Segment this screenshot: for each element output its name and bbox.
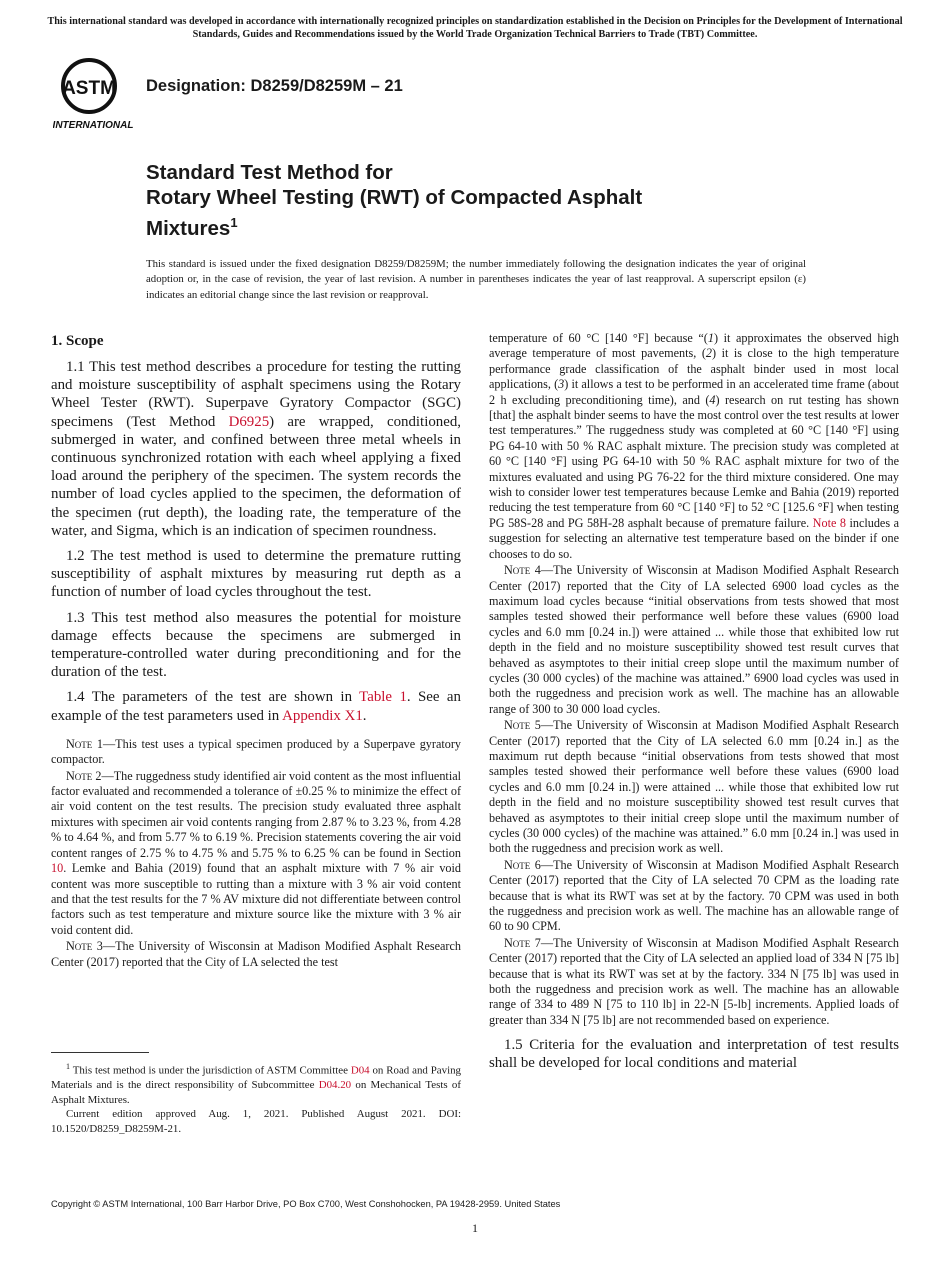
- note-4: Note 4—The University of Wisconsin at Madison Modified Asphalt Research Center (2017) reported that the City of LA selected 6900 load cycles as the maximum load cycles because “initial observations from tests showed that most samples tested showed their performance well before these values (6900 load cycles and 6.0 mm [0.24 in.]) were attained ... while those that exhibited low rut depth in the field and no moisture susceptibility showed test result curves that behaved as asymptotes to their initial creep slope until the maximum number of cycles (30 000 cycles) of the machine was attained.” 6900 load cycles was used in both the ruggedness and precision work as well. The machine has an allowable range of 300 to 30 000 load cycles.: [489, 563, 899, 716]
- issued-statement: This standard is issued under the fixed designation D8259/D8259M; the number immediately following the designation indicates the year of original adoption or, in the case of revision, the year of last revision. A number in parentheses indicates the year of last reapproval. A superscript epsilon (ε) indicates an editorial change since the last revision or reapproval.: [146, 258, 806, 301]
- designation: Designation: D8259/D8259M – 21: [146, 77, 403, 95]
- logo-text: ASTM: [62, 78, 116, 99]
- link-committee-d04[interactable]: D04: [350, 1064, 370, 1077]
- document-title: [146, 160, 642, 241]
- link-table-1[interactable]: Table 1: [359, 689, 407, 706]
- footnote-1: $^1$ This test method is under the jurisdiction of ASTM Committee D04 on Road and Paving Materials and is the direct responsibility of Subcommittee D04.20 on Mechanical Tests of Asphalt Mixtures.: [51, 1062, 461, 1106]
- footnote-divider: [51, 1052, 149, 1053]
- note-3-continued: temperature of 60 °C [140 °F] because “(1) it approximates the observed high average temperature of most pavements, (2) it is close to the high temperature performance grade classification of the asphalt binder used in most local applications, (3) it allows a test to be performed in an accelerated time frame (about 2 h excluding preconditioning time), and (4) research on rut testing has shown [that] the asphalt binder seems to have the most control over the test results at lower test temperatures.” The ruggedness study was completed at 60 °C [140 °F] using PG 64-10 with 50 % RAC asphalt mixture. The precision study was completed at 60 °C [140 °F] using PG 64-10 with 50 % RAC asphalt mixture for two of the mixtures evaluated and using PG 76-22 for the third mixture considered. One may wish to consider lower test temperatures because Lemke and Bahia (2019) reported reducing the test temperature from 60 °C [140 °F] to 52 °C [125.6 °F] when testing PG 58S-28 and PG 58H-28 asphalt because of premature failure. Note 8 includes a suggestion for selecting an alternative test temperature based on the binder if one chooses to do so.: [489, 331, 900, 561]
- section-heading-scope: 1. Scope: [51, 333, 104, 349]
- title-footnote-mark[interactable]: 1: [230, 215, 238, 230]
- title-line-3: Mixtures: [146, 216, 231, 240]
- page-number: 1: [472, 1221, 478, 1235]
- note-1: Note 1—This test uses a typical specimen produced by a Superpave gyratory compactor.: [51, 736, 461, 767]
- left-column: [51, 331, 461, 971]
- footnotes: [51, 1060, 461, 1137]
- note-5: Note 5—The University of Wisconsin at Madison Modified Asphalt Research Center (2017) reported that the City of LA selected 6.0 mm [0.24 in.] as the maximum rut depth because “initial observations from tests showed that most samples tested showed their performance well before these values (6900 load cycles and 6.0 mm [0.24 in.]) were attained ... while those that exhibited low rut depth in the field and no moisture susceptibility showed test result curves that behaved as asymptotes to their initial creep slope until the maximum number of cycles (30 000 cycles) of the machine was attained.” 6.0 mm [0.24 in.] was used in both the ruggedness and precision work as well.: [489, 718, 899, 856]
- link-d6925[interactable]: D6925: [228, 413, 270, 430]
- footnote-edition: Current edition approved Aug. 1, 2021. Published August 2021. DOI: 10.1520/D8259_D8259M-21.: [51, 1108, 461, 1135]
- right-column: [489, 331, 899, 1080]
- paragraph-1-4: 1.4 The parameters of the test are shown in Table 1. See an example of the test parameters used in Appendix X1.: [51, 689, 461, 724]
- paragraph-1-1: 1.1 This test method describes a procedure for testing the rutting and moisture susceptibility of asphalt specimens using the Rotary Wheel Tester (RWT). Superpave Gyratory Compactor (SGC) specimens (Test Method D6925) are wrapped, conditioned, submerged in water, and confined between three metal wheels in continuous synchronized rotation with each wheel applying a fixed load around the periphery of the specimen. The system records the number of load cycles applied to the specimen, the deformation of the specimen (rut depth), the loading rate, the temperature of the water, and Sigma, which is an indication of specimen roundness.: [51, 359, 461, 539]
- title-line-1: Standard Test Method for: [146, 161, 393, 184]
- link-appendix-x1[interactable]: Appendix X1: [282, 707, 363, 724]
- logo-subtext: INTERNATIONAL: [53, 120, 134, 131]
- paragraph-1-5: 1.5 Criteria for the evaluation and interpretation of test results shall be developed for local conditions and material: [489, 1037, 899, 1072]
- copyright-line: Copyright © ASTM International, 100 Barr Harbor Drive, PO Box C700, West Conshohocken, PA 19428-2959. United States: [51, 1199, 561, 1209]
- note-2: Note 2—The ruggedness study identified air void content as the most influential factor evaluated and recommended a tolerance of ±0.25 % to minimize the effect of air void content on the test results. The precision study evaluated three asphalt mixtures with specimen air void contents ranging from 2.87 % to 3.23 %, from 4.28 % to 4.64 %, and from 5.77 % to 6.19 %. Precision statements covering the air void content ranges of 2.75 % to 4.75 % and 5.75 % to 6.25 % can be found in Section 10. Lemke and Bahia (2019) found that an asphalt mixture with 7 % air void content was more susceptible to rutting than a mixture with 3 % air void content and that the test results for the 7 % AV mixture did not differentiate between control factors such as test temperature and mixture source like the mixture with 3 % air void content did.: [51, 768, 461, 937]
- paragraph-1-2: 1.2 The test method is used to determine the premature rutting susceptibility of asphalt mixtures by measuring rut depth as a function of number of load cycles throughout the test.: [51, 548, 461, 601]
- tbt-notice: This international standard was developed in accordance with internationally recognized principles on standardization established in the Decision on Principles for the Development of International Standards, Guides and Recommendations issued by the World Trade Organization Technical Barriers to Trade (TBT) Committee.: [47, 16, 903, 40]
- link-section-10[interactable]: 10: [51, 861, 64, 876]
- link-note-8[interactable]: Note 8: [812, 515, 846, 530]
- title-line-2: Rotary Wheel Testing (RWT) of Compacted Asphalt: [146, 186, 643, 209]
- note-6: Note 6—The University of Wisconsin at Madison Modified Asphalt Research Center (2017) reported that the City of LA selected 70 CPM as the loading rate because that is what its RWT was set at by the factory. 70 CPM was used in both the ruggedness and precision work as well. The machine has an allowable range of 60 to 90 CPM.: [489, 857, 899, 934]
- astm-logo: [53, 56, 135, 132]
- link-subcommittee-d04-20[interactable]: D04.20: [318, 1079, 352, 1092]
- paragraph-1-3: 1.3 This test method also measures the potential for moisture damage effects because the specimens are submerged in temperature-controlled water during preconditioning and for the duration of the test.: [51, 609, 461, 681]
- note-7: Note 7—The University of Wisconsin at Madison Modified Asphalt Research Center (2017) reported that the City of LA selected an applied load of 334 N [75 lb] because that is what its RWT was set at by the factory. 334 N [75 lb] was used in both the ruggedness and precision work as well. The machine has an allowable range of 334 to 489 N [75 to 110 lb] in 22-N [5-lb] increments. Applied loads of greater than 334 N [75 lb] are not recommended based on experience.: [489, 935, 899, 1027]
- note-3-start: Note 3—The University of Wisconsin at Madison Modified Asphalt Research Center (2017) reported that the City of LA selected the test: [51, 939, 461, 969]
